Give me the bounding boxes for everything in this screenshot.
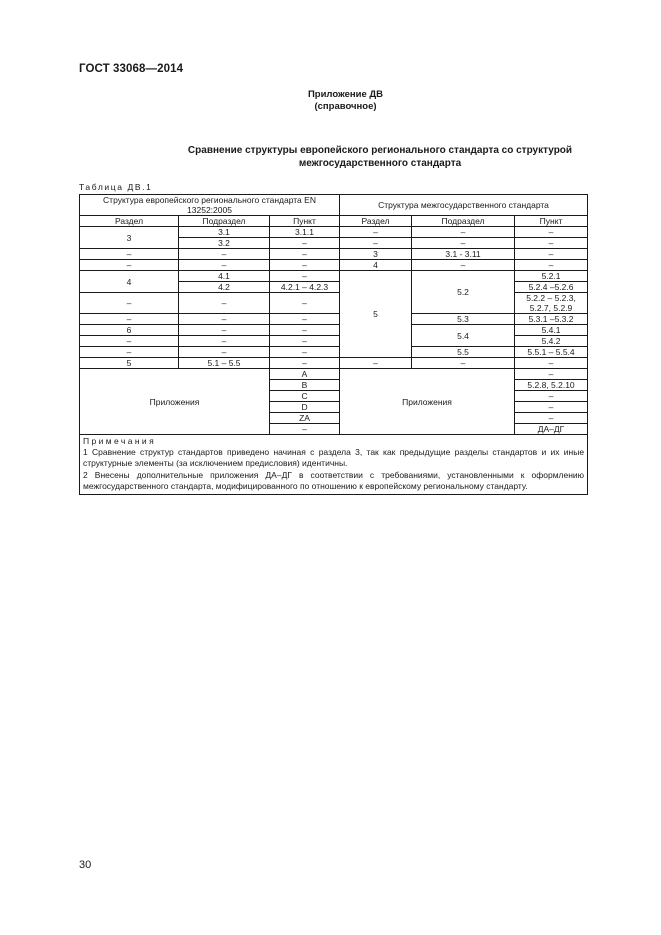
table-cell: 5.5 bbox=[412, 347, 515, 358]
group-header-european: Структура европейского регионального стандарта EN 13252:2005 bbox=[80, 195, 340, 216]
table-cell: – bbox=[412, 227, 515, 238]
table-cell: 5.4 bbox=[412, 325, 515, 347]
notes-title: Примечания bbox=[83, 436, 157, 446]
column-header: Пункт bbox=[515, 216, 588, 227]
table-cell: – bbox=[412, 358, 515, 369]
table-row bbox=[80, 325, 588, 336]
table-cell: – bbox=[515, 238, 588, 249]
table-cell: – bbox=[515, 391, 588, 402]
table-cell: 5.4.1 bbox=[515, 325, 588, 336]
comparison-table bbox=[79, 194, 588, 495]
table-cell: – bbox=[515, 260, 588, 271]
table-cell: – bbox=[270, 336, 340, 347]
table-cell: – bbox=[270, 238, 340, 249]
table-cell: – bbox=[340, 358, 412, 369]
table-cell: – bbox=[515, 358, 588, 369]
table-cell: – bbox=[270, 424, 340, 435]
table-cell: 6 bbox=[80, 325, 179, 336]
table-cell: – bbox=[270, 260, 340, 271]
column-header: Раздел bbox=[80, 216, 179, 227]
table-cell: C bbox=[270, 391, 340, 402]
table-cell: 5.3.1 –5.3.2 bbox=[515, 314, 588, 325]
table-cell: D bbox=[270, 402, 340, 413]
table-cell: – bbox=[270, 325, 340, 336]
table-row bbox=[80, 195, 588, 216]
table-notes bbox=[80, 435, 588, 495]
table-cell: 4 bbox=[340, 260, 412, 271]
table-cell: – bbox=[515, 227, 588, 238]
table-cell: – bbox=[179, 325, 270, 336]
table-cell: 5.2.4 –5.2.6 bbox=[515, 282, 588, 293]
table-cell: 5.2 bbox=[412, 271, 515, 314]
table-cell: 5.5.1 – 5.5.4 bbox=[515, 347, 588, 358]
table-cell: – bbox=[179, 293, 270, 314]
table-cell: 5 bbox=[80, 358, 179, 369]
table-row bbox=[80, 227, 588, 238]
table-cell: – bbox=[80, 336, 179, 347]
table-cell: 3.1.1 bbox=[270, 227, 340, 238]
table-cell: – bbox=[80, 347, 179, 358]
table-row bbox=[80, 249, 588, 260]
table-cell: – bbox=[515, 413, 588, 424]
table-cell: – bbox=[515, 249, 588, 260]
table-row bbox=[80, 347, 588, 358]
table-cell: ZA bbox=[270, 413, 340, 424]
table-cell: 5.1 – 5.5 bbox=[179, 358, 270, 369]
table-cell: – bbox=[515, 369, 588, 380]
table-row bbox=[80, 260, 588, 271]
table-row bbox=[80, 314, 588, 325]
table-cell: – bbox=[179, 347, 270, 358]
annex-label-european: Приложения bbox=[80, 369, 270, 435]
column-header: Пункт bbox=[270, 216, 340, 227]
table-cell: B bbox=[270, 380, 340, 391]
table-cell: – bbox=[179, 249, 270, 260]
table-cell: 3 bbox=[340, 249, 412, 260]
table-cell: – bbox=[270, 347, 340, 358]
table-cell: 4 bbox=[80, 271, 179, 293]
table-cell: ДА–ДГ bbox=[515, 424, 588, 435]
table-cell: 3.1 - 3.11 bbox=[412, 249, 515, 260]
table-caption: Таблица ДВ.1 bbox=[79, 182, 153, 192]
table-row bbox=[80, 435, 588, 495]
table-cell: – bbox=[179, 260, 270, 271]
table-cell: – bbox=[412, 238, 515, 249]
appendix-kind: (справочное) bbox=[314, 101, 377, 112]
table-cell: 4.2 bbox=[179, 282, 270, 293]
table-cell: – bbox=[80, 249, 179, 260]
table-row bbox=[80, 216, 588, 227]
table-cell: – bbox=[270, 249, 340, 260]
table-cell: – bbox=[80, 260, 179, 271]
document-code: ГОСТ 33068—2014 bbox=[79, 63, 184, 75]
table-cell: 5.2.2 – 5.2.3, 5.2.7, 5.2.9 bbox=[515, 293, 588, 314]
section-title bbox=[100, 145, 660, 170]
appendix-heading bbox=[0, 89, 661, 113]
table-row bbox=[80, 369, 588, 380]
table-cell: – bbox=[270, 293, 340, 314]
table-cell: 3 bbox=[80, 227, 179, 249]
table-cell: – bbox=[340, 227, 412, 238]
annex-label-interstate: Приложения bbox=[340, 369, 515, 435]
table-row bbox=[80, 358, 588, 369]
table-cell: – bbox=[179, 314, 270, 325]
table-cell: 4.1 bbox=[179, 271, 270, 282]
table-cell: 5.2.8, 5.2.10 bbox=[515, 380, 588, 391]
table-cell: 3.2 bbox=[179, 238, 270, 249]
table-cell: – bbox=[515, 402, 588, 413]
table-cell: – bbox=[80, 314, 179, 325]
table-cell: 3.1 bbox=[179, 227, 270, 238]
section-title-line-2: межгосударственного стандарта bbox=[298, 157, 462, 169]
column-header: Раздел bbox=[340, 216, 412, 227]
table-cell: 5.2.1 bbox=[515, 271, 588, 282]
table-cell: – bbox=[270, 271, 340, 282]
table-cell: 5.3 bbox=[412, 314, 515, 325]
table-row bbox=[80, 271, 588, 282]
table-cell: – bbox=[270, 358, 340, 369]
group-header-interstate: Структура межгосударственного стандарта bbox=[340, 195, 588, 216]
note-1: 1 Сравнение структур стандартов приведено начиная с раздела 3, так как предыдущие разделы стандартов и их иные структурные элементы (за исключением предисловия) идентичны. bbox=[83, 447, 585, 469]
table-cell: – bbox=[270, 314, 340, 325]
table-cell: – bbox=[340, 238, 412, 249]
appendix-title: Приложение ДВ bbox=[307, 89, 384, 100]
table-cell: – bbox=[80, 293, 179, 314]
note-2: 2 Внесены дополнительные приложения ДА–ДГ в соответствии с требованиями, установленными к оформлению межгосударственного стандарта, модифицированного по отношению к европейскому региональному стандарту. bbox=[83, 469, 585, 491]
column-header: Подраздел bbox=[412, 216, 515, 227]
table-cell: – bbox=[179, 336, 270, 347]
page-number: 30 bbox=[79, 859, 92, 871]
section-title-line-1: Сравнение структуры европейского регионального стандарта со структурой bbox=[187, 145, 573, 156]
table-cell: A bbox=[270, 369, 340, 380]
table-cell: 5.4.2 bbox=[515, 336, 588, 347]
table-cell: – bbox=[412, 260, 515, 271]
table-cell: 4.2.1 – 4.2.3 bbox=[270, 282, 340, 293]
column-header: Подраздел bbox=[179, 216, 270, 227]
table-cell: 5 bbox=[340, 271, 412, 358]
